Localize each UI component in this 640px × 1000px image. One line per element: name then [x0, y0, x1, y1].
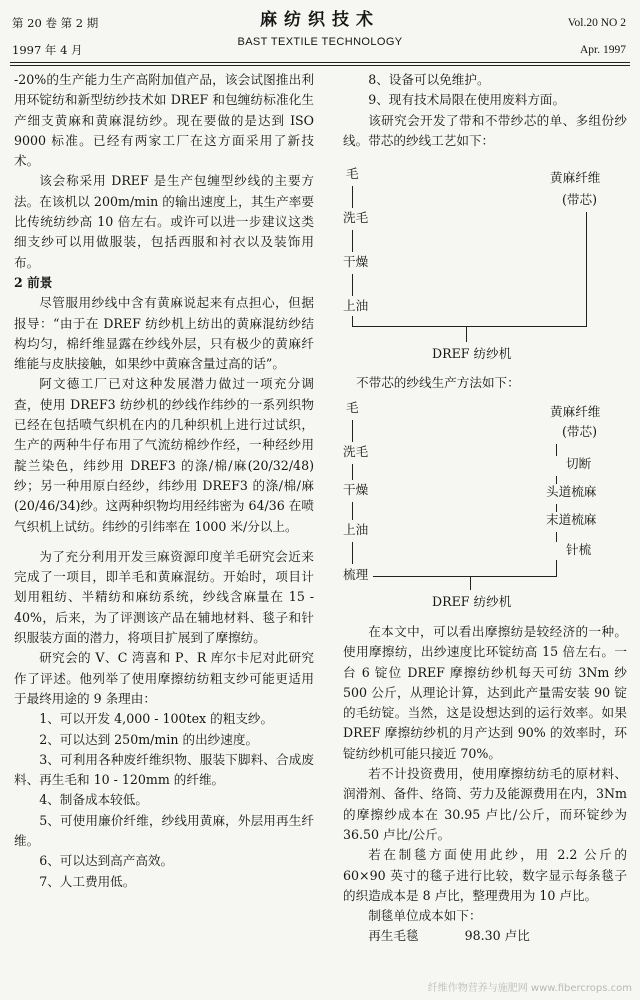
- flow-node: 头道梳麻: [546, 484, 597, 499]
- list-item: 3、可利用各种废纤维织物、服装下脚料、合成废料、再生毛和 10 - 120mm 的纤维。: [14, 751, 314, 788]
- flow-connector: [352, 326, 587, 327]
- flow-node: 毛: [346, 166, 359, 181]
- paragraph: 若在制毯方面使用此纱，用 2.2 公斤的 60×90 英寸的毯子进行比较，数字显示每条毯子的织造成本是 8 卢比，整理费用为 10 卢比。: [343, 847, 627, 903]
- paragraph: 为了充分利用开发亖麻资源印度羊毛研究会近来完成了一项目，即羊毛和黄麻混纺。开始时，项目计划用粗纺、半精纺和麻纺系统，纱线含麻量在 15 - 40%，后来，为了评测该产品在辅地材料、毯子和针织服装方面的潜力，将项目扩展到了摩擦纺。: [14, 548, 314, 646]
- flow-connector: [556, 444, 557, 456]
- list-item: 8、设备可以免维护。: [368, 72, 490, 87]
- header-left: [12, 10, 98, 64]
- flow-node: 针梳: [566, 542, 592, 557]
- watermark: 纤维作物营养与施肥网 www.fibercrops.com: [427, 983, 632, 994]
- flow-connector: [352, 186, 353, 208]
- flow-connector: [466, 326, 467, 342]
- list-item: 2、可以达到 250m/min 的出纱速度。: [39, 731, 259, 747]
- list-item: 4、制备成本较低。: [39, 792, 148, 808]
- cost-label: 再生毛毯: [368, 928, 419, 944]
- paragraph: -20%的生产能力生产高附加值产品，该会试图推出利用环锭纺和新型纺纱技术如 DREF 和包缠纺标准化生产细支黄麻和黄麻混纺纱。现在要做的是达到 ISO 9000 标准。已经有两家工厂在这方面采用了新技术。: [14, 72, 314, 169]
- list-item: 6、可以达到高产高效。: [39, 853, 174, 869]
- list-item: 1、可以开发 4,000 - 100tex 的粗支纱。: [39, 711, 274, 727]
- flow-node: 黄麻纤维: [550, 170, 601, 185]
- paragraph: 若不计投资费用，使用摩擦纺纺毛的原材料、润滑剂、备件、络筒、劳力及能源费用在内，3Nm 的摩擦纱成本在 30.95 卢比/公斤，而环锭纱为 36.50 卢比/公斤。: [343, 766, 627, 842]
- paragraph: 阿文德工厂已对这种发展潜力做过一项充分调查，使用 DREF3 纺纱机的纱线作纬纱的一系列织物已经在包括喷气织机在内的几种织机上进行过试织，生产的两种牛仔布用了气流纺棉纱作经，一种经纱用靛兰染色，纬纱用 DREF3 的涤/棉/麻(20/32/48)纱；另一种用原白经纱，纬纱用 DREF3 的涤/棉/麻(20/46/34)纱。这两种织物均用经纬密为 64/36 在喷气织机上试纺。纬纱的引纬率在 1000 米/分以上。: [14, 376, 314, 534]
- flow-connector: [470, 576, 471, 590]
- section-heading: 2 前景: [14, 274, 53, 290]
- flow-node: 切断: [566, 456, 592, 471]
- flow-connector: [352, 502, 353, 520]
- header-center: [200, 8, 440, 52]
- flow-connector: [556, 476, 557, 484]
- header-right: [568, 10, 626, 64]
- right-column-bottom: [343, 622, 627, 947]
- volume-issue-en: Vol.20 NO 2: [567, 17, 626, 29]
- flow-connector: [556, 532, 557, 542]
- journal-title-cn: 麻纺织技术: [260, 10, 380, 30]
- flow-connector: [556, 560, 557, 576]
- paragraph: 在本文中，可以看出摩擦纺是较经济的一种。使用摩擦纺，出纱速度比环锭纺高 15 倍左右。一台 6 锭位 DREF 摩擦纺纱机每天可纺 3Nm 纱 500 公斤，从理论计算，达到此产量需安装 90 锭的毛纺锭。当然，这是设想达到的运行效率。如果 DREF 摩擦纺纱机的月产达到 90% 的效率时，环锭纺纱机可能只接近 70%。: [343, 624, 627, 761]
- flow-connector: [352, 274, 353, 296]
- flow-connector: [352, 420, 353, 442]
- journal-title-en: BAST TEXTILE TECHNOLOGY: [237, 36, 403, 48]
- list-item: 5、可使用廉价纤维，纱线用黄麻，外层用再生纤维。: [14, 812, 314, 848]
- flow-connector: [352, 316, 353, 326]
- flow-connector: [556, 504, 557, 512]
- flow-node: 干燥: [343, 482, 369, 497]
- flow-node: 洗毛: [343, 210, 369, 225]
- flow-result: DREF 纺纱机: [432, 346, 512, 361]
- header-rule-bottom: [10, 65, 630, 66]
- publication-date-en: Apr. 1997: [580, 44, 626, 56]
- list-item: 7、人工费用低。: [39, 873, 136, 889]
- flow-node: 毛: [346, 400, 359, 415]
- flow-node: 上油: [343, 298, 369, 313]
- header-rule-top: [10, 62, 630, 63]
- flow-connector: [352, 464, 353, 480]
- flow-connector: [352, 542, 353, 564]
- flow-node: (带芯): [562, 424, 598, 439]
- volume-issue: 第 20 卷 第 2 期: [12, 16, 99, 30]
- paragraph: 尽管服用纱线中含有黄麻说起来有点担心，但据报导：“由于在 DREF 纺纱机上纺出的黄麻混纺纱结构均匀，棉纤维显露在纱线外层，只有极少的黄麻纤维能与皮肤接触，如果纱中黄麻含量过高的话”。: [14, 295, 314, 372]
- right-column-top: [343, 70, 627, 151]
- left-column: [14, 70, 314, 892]
- flow-node: 干燥: [343, 254, 369, 269]
- flow-connector: [352, 230, 353, 252]
- flow-node: 洗毛: [343, 444, 369, 459]
- paragraph: 不带芯的纱线生产方法如下：: [356, 375, 520, 390]
- flow-connector: [373, 576, 557, 577]
- flow-connector: [586, 212, 587, 326]
- list-item: 9、现有技术局限在使用废料方面。: [368, 92, 566, 108]
- flow-node: 梳理: [343, 567, 369, 582]
- cost-value: 98.30 卢比: [464, 928, 530, 944]
- flow-node: 上油: [343, 522, 369, 537]
- cost-row: [343, 926, 627, 946]
- paragraph: 制毯单位成本如下：: [368, 908, 482, 924]
- paragraph: 该研究会开发了带和不带纱芯的单、多组份纱线。带芯的纱线工艺如下：: [343, 112, 627, 148]
- paragraph: 研究会的 V、C 湾喜和 P、R 库尔卡尼对此研究作了评述。他列举了使用摩擦纺纺粗支纱可能更适用于最终用途的 9 条理由：: [14, 650, 314, 706]
- publication-date-cn: 1997 年 4 月: [12, 43, 83, 57]
- paragraph: 该会称采用 DREF 是生产包缠型纱线的主要方法。在该机以 200m/min 的输出速度上，其生产率要比传统纺纱高 10 倍左右。或许可以进一步建议这类细支纱可以用做服装，包括西服和衬衣以及装饰用布。: [14, 173, 314, 270]
- flow-node: 黄麻纤维: [550, 404, 601, 419]
- flow-result: DREF 纺纱机: [432, 594, 512, 609]
- flow-node: (带芯): [562, 192, 598, 207]
- flow-node: 末道梳麻: [546, 512, 597, 527]
